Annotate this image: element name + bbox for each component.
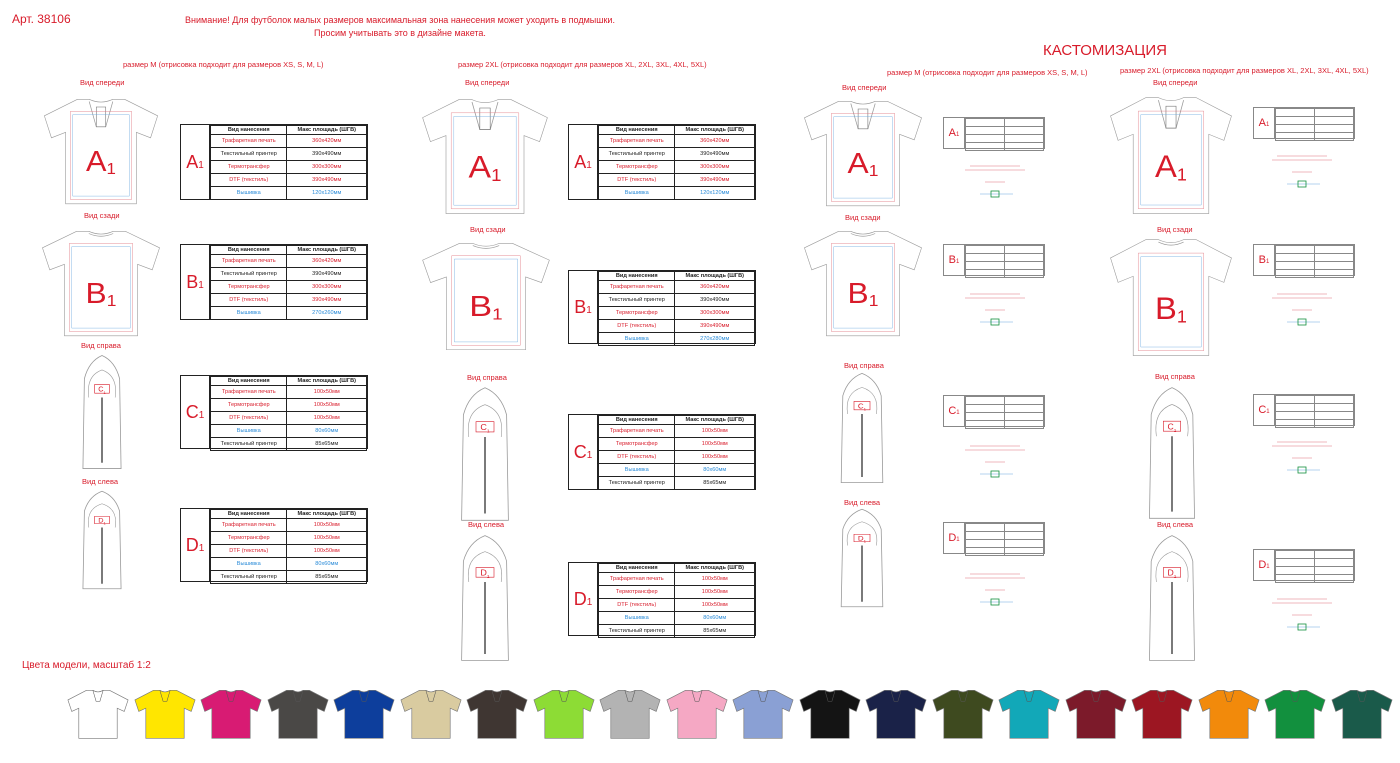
method-cell: Трафаретная печать (599, 573, 675, 586)
xl-front-shirt (420, 96, 550, 216)
custom-size-m-label: размер M (отрисовка подходит для размеров XS, S, M, L) (887, 68, 1088, 77)
method-cell: Текстильный принтер (599, 294, 675, 307)
area-cell: 390х490мм (287, 268, 367, 281)
area-cell: 100х50мм (287, 399, 367, 412)
c-xl-left-shirt (1146, 534, 1198, 662)
table-row (211, 255, 367, 268)
area-cell: 390х490мм (675, 294, 755, 307)
table-row (1276, 567, 1354, 575)
c-xl-front-shirt (1108, 94, 1234, 216)
method-cell: Вышивка (211, 187, 287, 200)
color-swatch (997, 688, 1061, 740)
method-cell: Трафаретная печать (599, 425, 675, 438)
color-swatch (399, 688, 463, 740)
method-cell: Трафаретная печать (211, 135, 287, 148)
c-xl-table-c (1253, 394, 1355, 426)
zone-letter: C $_1$ (181, 376, 210, 448)
zone-label: $D_1$ (857, 535, 867, 544)
zone-label: B1 (1155, 290, 1187, 327)
method-header: Вид нанесения (599, 126, 675, 135)
c-m-front-shirt (802, 98, 924, 208)
color-swatch (598, 688, 662, 740)
table-row (211, 532, 367, 545)
size-xl-label: размер 2XL (отрисовка подходит для размеров XL, 2XL, 3XL, 4XL, 5XL) (458, 60, 707, 69)
table-row (966, 270, 1044, 278)
table-row (599, 612, 755, 625)
warning-line-2: Просим учитывать это в дизайне макета. (314, 28, 486, 38)
c-m-left-shirt (838, 508, 886, 608)
zone-letter: A $_1$ (944, 118, 965, 148)
table-row (599, 599, 755, 612)
table-row (1276, 246, 1354, 254)
table-row (966, 135, 1044, 143)
c-xl-table-d (1253, 549, 1355, 581)
m-left-label: Вид слева (82, 477, 119, 486)
c-m-table-c (943, 395, 1045, 427)
method-cell: Текстильный принтер (599, 477, 675, 490)
area-cell: 390х490мм (675, 320, 755, 333)
c-m-right-shirt (838, 372, 886, 484)
method-header: Вид нанесения (599, 272, 675, 281)
area-cell: 300х300мм (287, 281, 367, 294)
area-cell: 270х260мм (287, 307, 367, 320)
area-header: Макс площадь (ШГВ) (287, 126, 367, 135)
table-row (1276, 559, 1354, 567)
m-table-a (180, 124, 368, 200)
color-swatch (199, 688, 263, 740)
m-back-shirt (40, 228, 162, 338)
table-row (211, 187, 367, 200)
c-xl-back-label: Вид сзади (1157, 225, 1193, 234)
table-row (211, 412, 367, 425)
area-cell: 270х280мм (675, 333, 755, 346)
table-row (966, 540, 1044, 548)
zone-letter: B $_1$ (569, 271, 598, 343)
c-m-right-label: Вид справа (844, 361, 884, 370)
area-cell: 100х50мм (287, 412, 367, 425)
area-cell: 80х60мм (675, 464, 755, 477)
m-table-b (180, 244, 368, 320)
method-cell: Текстильный принтер (211, 148, 287, 161)
method-header: Вид нанесения (211, 377, 287, 386)
color-swatch (332, 688, 396, 740)
method-cell: DTF (текстиль) (211, 294, 287, 307)
placement-note-mark (955, 288, 1035, 328)
method-cell: Трафаретная печать (599, 135, 675, 148)
area-cell: 100х50мм (675, 586, 755, 599)
color-swatch (798, 688, 862, 740)
area-cell: 85х65мм (675, 477, 755, 490)
zone-letter: A $_1$ (1254, 108, 1275, 138)
table-row (211, 135, 367, 148)
method-cell: Термотрансфер (211, 161, 287, 174)
zone-letter: D $_1$ (944, 523, 965, 553)
zone-letter: B $_1$ (944, 245, 965, 275)
table-row (211, 438, 367, 451)
c-xl-right-label: Вид справа (1155, 372, 1195, 381)
c-m-back-shirt (802, 228, 924, 338)
table-row (599, 307, 755, 320)
table-row (599, 464, 755, 477)
c-xl-front-label: Вид спереди (1153, 78, 1198, 87)
method-cell: DTF (текстиль) (599, 320, 675, 333)
c-m-table-a (943, 117, 1045, 149)
zone-label: $C_1$ (480, 422, 490, 435)
method-cell: Термотрансфер (599, 438, 675, 451)
area-header: Макс площадь (ШГВ) (287, 377, 367, 386)
color-swatch (1330, 688, 1394, 740)
xl-back-shirt (420, 240, 552, 352)
table-row (211, 519, 367, 532)
zone-label: $C_1$ (857, 401, 867, 412)
xl-left-label: Вид слева (468, 520, 505, 529)
c-xl-right-shirt (1146, 386, 1198, 520)
table-row (599, 625, 755, 638)
table-row (599, 281, 755, 294)
c-m-table-d (943, 522, 1045, 554)
area-cell: 100х50мм (287, 386, 367, 399)
area-cell: 80х60мм (287, 558, 367, 571)
zone-label: $C_1$ (1167, 421, 1177, 434)
table-row (211, 571, 367, 584)
table-row (1276, 412, 1354, 420)
area-cell: 85х65мм (287, 438, 367, 451)
method-cell: Текстильный принтер (211, 268, 287, 281)
xl-back-label: Вид сзади (470, 225, 506, 234)
table-row (1276, 551, 1354, 559)
method-cell: Текстильный принтер (599, 148, 675, 161)
c-m-front-label: Вид спереди (842, 83, 887, 92)
c-m-left-label: Вид слева (844, 498, 881, 507)
placement-note-mark (955, 568, 1035, 608)
table-row (599, 187, 755, 200)
placement-note-mark (955, 440, 1035, 480)
color-swatch (66, 688, 130, 740)
area-cell: 80х60мм (675, 612, 755, 625)
m-right-label: Вид справа (81, 341, 121, 350)
zone-letter: B $_1$ (181, 245, 210, 319)
area-cell: 390х490мм (287, 174, 367, 187)
method-cell: Термотрансфер (211, 281, 287, 294)
table-row (1276, 125, 1354, 133)
area-cell: 100х50мм (287, 519, 367, 532)
method-cell: Трафаретная печать (211, 519, 287, 532)
m-table-d (180, 508, 368, 582)
method-cell: Трафаретная печать (211, 255, 287, 268)
table-row (1276, 117, 1354, 125)
area-cell: 100х50мм (675, 573, 755, 586)
c-m-back-label: Вид сзади (845, 213, 881, 222)
method-cell: Термотрансфер (599, 586, 675, 599)
table-row (211, 399, 367, 412)
table-row (211, 281, 367, 294)
area-cell: 360х420мм (287, 135, 367, 148)
area-cell: 100х50мм (287, 545, 367, 558)
table-row (211, 294, 367, 307)
area-header: Макс площадь (ШГВ) (675, 564, 755, 573)
area-cell: 300х300мм (287, 161, 367, 174)
table-row (966, 405, 1044, 413)
table-row (211, 386, 367, 399)
color-swatch (532, 688, 596, 740)
xl-left-shirt (458, 534, 512, 662)
method-cell: Вышивка (599, 612, 675, 625)
zone-label: $C_1$ (98, 384, 106, 395)
table-row (211, 148, 367, 161)
area-cell: 360х420мм (675, 135, 755, 148)
method-cell: Вышивка (599, 333, 675, 346)
area-cell: 80х60мм (287, 425, 367, 438)
color-swatch (1064, 688, 1128, 740)
zone-label: A1 (86, 145, 116, 178)
area-cell: 100х50мм (675, 451, 755, 464)
zone-letter: B $_1$ (1254, 245, 1275, 275)
table-row (966, 246, 1044, 254)
table-row (211, 307, 367, 320)
method-cell: Трафаретная печать (599, 281, 675, 294)
table-row (599, 294, 755, 307)
color-swatch (133, 688, 197, 740)
m-back-label: Вид сзади (84, 211, 120, 220)
zone-label: A1 (468, 149, 502, 186)
m-right-shirt (80, 354, 124, 470)
placement-note-mark (1262, 593, 1342, 633)
method-cell: Вышивка (211, 307, 287, 320)
table-row (966, 143, 1044, 151)
method-cell: DTF (текстиль) (211, 412, 287, 425)
table-row (1276, 270, 1354, 278)
method-cell: DTF (текстиль) (599, 599, 675, 612)
table-row (599, 148, 755, 161)
method-cell: Текстильный принтер (211, 438, 287, 451)
table-row (211, 558, 367, 571)
area-cell: 300х300мм (675, 307, 755, 320)
zone-label: A1 (1155, 148, 1187, 185)
table-row (1276, 133, 1354, 141)
table-row (966, 548, 1044, 556)
color-swatch (1263, 688, 1327, 740)
table-row (599, 477, 755, 490)
xl-table-b (568, 270, 756, 344)
area-cell: 390х490мм (287, 148, 367, 161)
method-cell: DTF (текстиль) (211, 545, 287, 558)
method-cell: DTF (текстиль) (599, 174, 675, 187)
method-cell: Вышивка (211, 425, 287, 438)
area-cell: 300х300мм (675, 161, 755, 174)
area-cell: 390х490мм (287, 294, 367, 307)
color-swatch (731, 688, 795, 740)
area-cell: 100х50мм (675, 425, 755, 438)
c-m-table-b (943, 244, 1045, 276)
customization-title: КАСТОМИЗАЦИЯ (1043, 42, 1167, 59)
table-row (599, 451, 755, 464)
c-xl-back-shirt (1108, 236, 1234, 358)
area-cell: 360х420мм (287, 255, 367, 268)
table-row (211, 268, 367, 281)
color-swatch (266, 688, 330, 740)
custom-size-xl-label: размер 2XL (отрисовка подходит для размеров XL, 2XL, 3XL, 4XL, 5XL) (1120, 66, 1369, 75)
method-cell: Текстильный принтер (211, 571, 287, 584)
c-xl-table-a (1253, 107, 1355, 139)
zone-label: B1 (469, 289, 503, 324)
table-row (211, 425, 367, 438)
method-cell: Термотрансфер (211, 399, 287, 412)
zone-letter: C $_1$ (1254, 395, 1275, 425)
area-header: Макс площадь (ШГВ) (675, 126, 755, 135)
area-header: Макс площадь (ШГВ) (287, 246, 367, 255)
method-header: Вид нанесения (211, 246, 287, 255)
method-cell: DTF (текстиль) (599, 451, 675, 464)
table-row (599, 135, 755, 148)
area-header: Макс площадь (ШГВ) (675, 272, 755, 281)
xl-table-d (568, 562, 756, 636)
color-swatch (864, 688, 928, 740)
table-row (966, 119, 1044, 127)
placement-note-mark (1262, 436, 1342, 476)
table-row (599, 573, 755, 586)
placement-note-mark (1262, 150, 1342, 190)
zone-letter: C $_1$ (944, 396, 965, 426)
table-row (966, 397, 1044, 405)
table-row (966, 421, 1044, 429)
area-cell: 85х65мм (675, 625, 755, 638)
table-row (1276, 575, 1354, 583)
area-header: Макс площадь (ШГВ) (287, 510, 367, 519)
table-row (599, 438, 755, 451)
area-cell: 100х50мм (675, 599, 755, 612)
table-row (599, 174, 755, 187)
color-swatch (1130, 688, 1194, 740)
xl-table-c (568, 414, 756, 490)
area-cell: 360х420мм (675, 281, 755, 294)
zone-letter: A $_1$ (181, 125, 210, 199)
area-cell: 390х490мм (675, 174, 755, 187)
m-front-shirt (42, 96, 160, 206)
zone-letter: D $_1$ (181, 509, 210, 581)
table-row (599, 586, 755, 599)
c-xl-left-label: Вид слева (1157, 520, 1194, 529)
table-row (211, 545, 367, 558)
table-row (211, 174, 367, 187)
table-row (211, 161, 367, 174)
color-swatch (465, 688, 529, 740)
method-cell: Термотрансфер (599, 307, 675, 320)
colors-title: Цвета модели, масштаб 1:2 (22, 660, 151, 671)
table-row (1276, 396, 1354, 404)
table-row (599, 320, 755, 333)
xl-right-shirt (458, 386, 512, 522)
table-row (1276, 404, 1354, 412)
article-number: Арт. 38106 (12, 12, 71, 26)
table-row (1276, 420, 1354, 428)
method-header: Вид нанесения (599, 564, 675, 573)
color-swatch (931, 688, 995, 740)
zone-letter: C $_1$ (569, 415, 598, 489)
table-row (966, 524, 1044, 532)
method-cell: Термотрансфер (211, 532, 287, 545)
method-cell: DTF (текстиль) (211, 174, 287, 187)
m-left-shirt (80, 490, 124, 590)
placement-note-mark (1262, 288, 1342, 328)
m-table-c (180, 375, 368, 449)
zone-label: $D_1$ (98, 517, 106, 526)
method-cell: Термотрансфер (599, 161, 675, 174)
c-xl-table-b (1253, 244, 1355, 276)
area-cell: 100х50мм (287, 532, 367, 545)
area-cell: 120х120мм (675, 187, 755, 200)
m-front-label: Вид спереди (80, 78, 125, 87)
warning-line-1: Внимание! Для футболок малых размеров максимальная зона нанесения может уходить в подмышки. (185, 15, 615, 25)
table-row (599, 161, 755, 174)
xl-front-label: Вид спереди (465, 78, 510, 87)
table-row (1276, 109, 1354, 117)
table-row (1276, 262, 1354, 270)
table-row (599, 333, 755, 346)
zone-letter: A $_1$ (569, 125, 598, 199)
table-row (1276, 254, 1354, 262)
method-header: Вид нанесения (599, 416, 675, 425)
zone-label: $D_1$ (1167, 567, 1177, 579)
area-cell: 100х50мм (675, 438, 755, 451)
table-row (966, 127, 1044, 135)
size-m-label: размер M (отрисовка подходит для размеров XS, S, M, L) (123, 60, 324, 69)
xl-right-label: Вид справа (467, 373, 507, 382)
table-row (966, 532, 1044, 540)
zone-letter: D $_1$ (569, 563, 598, 635)
method-cell: Вышивка (599, 187, 675, 200)
area-header: Макс площадь (ШГВ) (675, 416, 755, 425)
placement-note-mark (955, 160, 1035, 200)
area-cell: 390х490мм (675, 148, 755, 161)
table-row (966, 413, 1044, 421)
zone-letter: D $_1$ (1254, 550, 1275, 580)
zone-label: $D_1$ (480, 568, 490, 579)
method-header: Вид нанесения (211, 126, 287, 135)
area-cell: 120х120мм (287, 187, 367, 200)
zone-label: B1 (847, 278, 879, 310)
method-cell: Вышивка (599, 464, 675, 477)
method-cell: Трафаретная печать (211, 386, 287, 399)
color-swatch (1197, 688, 1261, 740)
xl-table-a (568, 124, 756, 200)
method-cell: Вышивка (211, 558, 287, 571)
zone-label: B1 (85, 278, 117, 310)
method-cell: Текстильный принтер (599, 625, 675, 638)
method-header: Вид нанесения (211, 510, 287, 519)
warning-text (150, 14, 650, 40)
area-cell: 85х65мм (287, 571, 367, 584)
table-row (966, 254, 1044, 262)
table-row (599, 425, 755, 438)
color-swatch (665, 688, 729, 740)
zone-label: A1 (847, 148, 879, 180)
table-row (966, 262, 1044, 270)
